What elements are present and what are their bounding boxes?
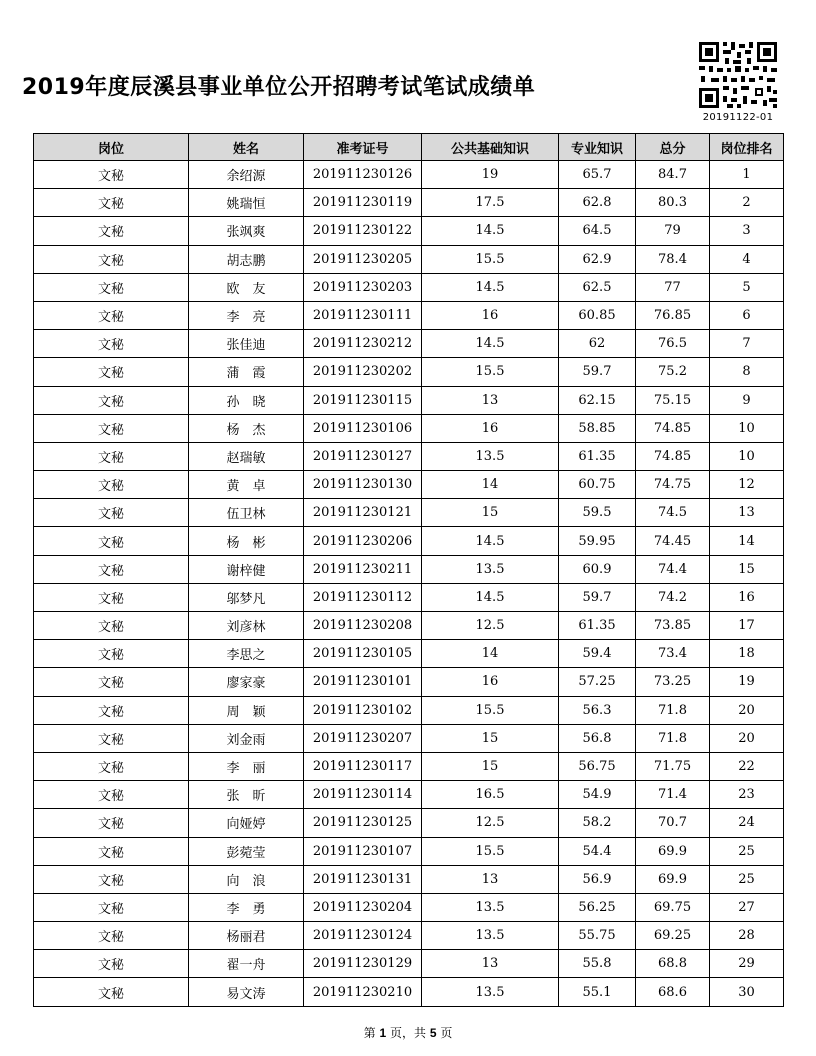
cell-rank: 24 [710, 809, 784, 837]
cell-public-score: 19 [422, 161, 559, 189]
cell-professional-score: 56.9 [559, 865, 636, 893]
table-row [34, 358, 784, 386]
cell-total-score: 71.75 [636, 752, 710, 780]
cell-name: 蒲 霞 [189, 358, 304, 386]
cell-professional-score: 59.95 [559, 527, 636, 555]
table-row [34, 978, 784, 1006]
cell-exam-id: 201911230117 [304, 752, 422, 780]
cell-professional-score: 56.3 [559, 696, 636, 724]
cell-rank: 22 [710, 752, 784, 780]
table-row [34, 612, 784, 640]
cell-rank: 18 [710, 640, 784, 668]
cell-position: 文秘 [34, 217, 189, 245]
cell-public-score: 13 [422, 865, 559, 893]
cell-name: 杨 杰 [189, 414, 304, 442]
cell-rank: 20 [710, 696, 784, 724]
cell-position: 文秘 [34, 781, 189, 809]
cell-total-score: 68.8 [636, 950, 710, 978]
cell-rank: 4 [710, 245, 784, 273]
cell-total-score: 74.75 [636, 471, 710, 499]
table-row [34, 330, 784, 358]
table-header-row [34, 134, 784, 161]
cell-name: 向 浪 [189, 865, 304, 893]
cell-name: 欧 友 [189, 273, 304, 301]
cell-total-score: 74.45 [636, 527, 710, 555]
cell-exam-id: 201911230212 [304, 330, 422, 358]
cell-position: 文秘 [34, 414, 189, 442]
cell-exam-id: 201911230130 [304, 471, 422, 499]
cell-professional-score: 54.9 [559, 781, 636, 809]
cell-total-score: 79 [636, 217, 710, 245]
cell-professional-score: 62 [559, 330, 636, 358]
score-table [33, 133, 784, 1007]
cell-public-score: 15.5 [422, 358, 559, 386]
table-row [34, 161, 784, 189]
header-rank: 岗位排名 [710, 134, 784, 161]
table-row [34, 583, 784, 611]
table-row [34, 499, 784, 527]
cell-total-score: 74.4 [636, 555, 710, 583]
cell-rank: 19 [710, 668, 784, 696]
cell-exam-id: 201911230119 [304, 189, 422, 217]
cell-position: 文秘 [34, 640, 189, 668]
cell-position: 文秘 [34, 950, 189, 978]
cell-total-score: 71.4 [636, 781, 710, 809]
table-row [34, 414, 784, 442]
cell-exam-id: 201911230203 [304, 273, 422, 301]
cell-exam-id: 201911230111 [304, 301, 422, 329]
cell-position: 文秘 [34, 612, 189, 640]
cell-name: 赵瑞敏 [189, 442, 304, 470]
cell-exam-id: 201911230207 [304, 724, 422, 752]
cell-professional-score: 54.4 [559, 837, 636, 865]
cell-rank: 25 [710, 837, 784, 865]
header-name: 姓名 [189, 134, 304, 161]
cell-public-score: 13.5 [422, 555, 559, 583]
cell-public-score: 12.5 [422, 612, 559, 640]
cell-total-score: 68.6 [636, 978, 710, 1006]
cell-professional-score: 60.75 [559, 471, 636, 499]
cell-public-score: 13.5 [422, 893, 559, 921]
cell-total-score: 70.7 [636, 809, 710, 837]
cell-rank: 12 [710, 471, 784, 499]
header-total: 总分 [636, 134, 710, 161]
header-public-knowledge: 公共基础知识 [422, 134, 559, 161]
cell-name: 周 颖 [189, 696, 304, 724]
cell-total-score: 74.5 [636, 499, 710, 527]
cell-exam-id: 201911230206 [304, 527, 422, 555]
cell-rank: 29 [710, 950, 784, 978]
cell-rank: 5 [710, 273, 784, 301]
cell-position: 文秘 [34, 583, 189, 611]
cell-public-score: 14.5 [422, 527, 559, 555]
cell-name: 黄 卓 [189, 471, 304, 499]
table-row [34, 922, 784, 950]
cell-position: 文秘 [34, 922, 189, 950]
cell-position: 文秘 [34, 527, 189, 555]
cell-exam-id: 201911230131 [304, 865, 422, 893]
footer-page-number: 1 [379, 1026, 387, 1040]
cell-position: 文秘 [34, 555, 189, 583]
header-exam-id: 准考证号 [304, 134, 422, 161]
table-row [34, 893, 784, 921]
cell-public-score: 16 [422, 414, 559, 442]
cell-total-score: 76.85 [636, 301, 710, 329]
cell-total-score: 73.85 [636, 612, 710, 640]
cell-position: 文秘 [34, 499, 189, 527]
cell-exam-id: 201911230129 [304, 950, 422, 978]
cell-position: 文秘 [34, 330, 189, 358]
table-row [34, 752, 784, 780]
cell-total-score: 74.2 [636, 583, 710, 611]
cell-public-score: 13.5 [422, 922, 559, 950]
cell-public-score: 14 [422, 640, 559, 668]
cell-position: 文秘 [34, 752, 189, 780]
qr-code-label: 20191122-01 [702, 112, 774, 123]
cell-total-score: 84.7 [636, 161, 710, 189]
cell-total-score: 75.2 [636, 358, 710, 386]
cell-position: 文秘 [34, 668, 189, 696]
cell-rank: 8 [710, 358, 784, 386]
cell-rank: 30 [710, 978, 784, 1006]
cell-position: 文秘 [34, 837, 189, 865]
cell-name: 李 丽 [189, 752, 304, 780]
cell-total-score: 75.15 [636, 386, 710, 414]
cell-professional-score: 62.8 [559, 189, 636, 217]
table-row [34, 189, 784, 217]
table-row [34, 724, 784, 752]
cell-exam-id: 201911230126 [304, 161, 422, 189]
cell-rank: 6 [710, 301, 784, 329]
cell-total-score: 69.25 [636, 922, 710, 950]
cell-rank: 23 [710, 781, 784, 809]
cell-name: 翟一舟 [189, 950, 304, 978]
cell-professional-score: 55.8 [559, 950, 636, 978]
cell-public-score: 15 [422, 499, 559, 527]
footer-prefix: 第 [363, 1026, 376, 1040]
cell-name: 张佳迪 [189, 330, 304, 358]
cell-total-score: 76.5 [636, 330, 710, 358]
cell-total-score: 74.85 [636, 414, 710, 442]
cell-rank: 2 [710, 189, 784, 217]
cell-position: 文秘 [34, 301, 189, 329]
cell-professional-score: 61.35 [559, 442, 636, 470]
cell-name: 刘金雨 [189, 724, 304, 752]
cell-name: 刘彦林 [189, 612, 304, 640]
cell-professional-score: 58.2 [559, 809, 636, 837]
cell-professional-score: 62.15 [559, 386, 636, 414]
cell-exam-id: 201911230204 [304, 893, 422, 921]
cell-professional-score: 55.75 [559, 922, 636, 950]
cell-professional-score: 61.35 [559, 612, 636, 640]
cell-total-score: 78.4 [636, 245, 710, 273]
cell-rank: 10 [710, 414, 784, 442]
cell-public-score: 15.5 [422, 245, 559, 273]
cell-position: 文秘 [34, 189, 189, 217]
page-footer [0, 1024, 816, 1041]
cell-name: 彭菀莹 [189, 837, 304, 865]
table-row [34, 273, 784, 301]
table-row [34, 781, 784, 809]
cell-position: 文秘 [34, 245, 189, 273]
cell-rank: 16 [710, 583, 784, 611]
cell-public-score: 13 [422, 386, 559, 414]
cell-exam-id: 201911230112 [304, 583, 422, 611]
cell-professional-score: 59.7 [559, 358, 636, 386]
cell-exam-id: 201911230121 [304, 499, 422, 527]
cell-exam-id: 201911230208 [304, 612, 422, 640]
cell-professional-score: 57.25 [559, 668, 636, 696]
cell-public-score: 16 [422, 668, 559, 696]
cell-public-score: 15.5 [422, 837, 559, 865]
cell-name: 廖家豪 [189, 668, 304, 696]
cell-exam-id: 201911230122 [304, 217, 422, 245]
cell-total-score: 77 [636, 273, 710, 301]
cell-position: 文秘 [34, 809, 189, 837]
header-professional-knowledge: 专业知识 [559, 134, 636, 161]
cell-name: 谢梓健 [189, 555, 304, 583]
cell-rank: 9 [710, 386, 784, 414]
cell-total-score: 73.4 [636, 640, 710, 668]
cell-exam-id: 201911230205 [304, 245, 422, 273]
cell-name: 杨丽君 [189, 922, 304, 950]
cell-position: 文秘 [34, 696, 189, 724]
cell-public-score: 14.5 [422, 273, 559, 301]
cell-exam-id: 201911230102 [304, 696, 422, 724]
cell-rank: 13 [710, 499, 784, 527]
cell-exam-id: 201911230211 [304, 555, 422, 583]
cell-position: 文秘 [34, 161, 189, 189]
cell-name: 伍卫林 [189, 499, 304, 527]
cell-exam-id: 201911230107 [304, 837, 422, 865]
cell-public-score: 14.5 [422, 330, 559, 358]
cell-name: 易文涛 [189, 978, 304, 1006]
cell-rank: 10 [710, 442, 784, 470]
cell-position: 文秘 [34, 893, 189, 921]
cell-public-score: 14 [422, 471, 559, 499]
table-row [34, 809, 784, 837]
table-row [34, 555, 784, 583]
cell-position: 文秘 [34, 386, 189, 414]
cell-name: 邬梦凡 [189, 583, 304, 611]
cell-position: 文秘 [34, 358, 189, 386]
cell-professional-score: 62.5 [559, 273, 636, 301]
cell-exam-id: 201911230106 [304, 414, 422, 442]
cell-exam-id: 201911230115 [304, 386, 422, 414]
cell-position: 文秘 [34, 442, 189, 470]
cell-name: 杨 彬 [189, 527, 304, 555]
cell-public-score: 14.5 [422, 583, 559, 611]
cell-public-score: 13.5 [422, 442, 559, 470]
cell-public-score: 16 [422, 301, 559, 329]
cell-professional-score: 56.75 [559, 752, 636, 780]
cell-name: 李思之 [189, 640, 304, 668]
table-row [34, 386, 784, 414]
cell-public-score: 15.5 [422, 696, 559, 724]
table-row [34, 950, 784, 978]
cell-exam-id: 201911230114 [304, 781, 422, 809]
cell-exam-id: 201911230210 [304, 978, 422, 1006]
table-row [34, 301, 784, 329]
cell-total-score: 69.9 [636, 865, 710, 893]
table-row [34, 245, 784, 273]
cell-rank: 20 [710, 724, 784, 752]
cell-rank: 17 [710, 612, 784, 640]
cell-total-score: 71.8 [636, 724, 710, 752]
cell-name: 向娅婷 [189, 809, 304, 837]
footer-middle: 页，共 [389, 1026, 426, 1040]
cell-public-score: 15 [422, 724, 559, 752]
cell-rank: 7 [710, 330, 784, 358]
footer-suffix: 页 [440, 1026, 453, 1040]
footer-total-pages: 5 [429, 1026, 437, 1040]
cell-rank: 1 [710, 161, 784, 189]
cell-name: 胡志鹏 [189, 245, 304, 273]
table-row [34, 640, 784, 668]
table-row [34, 527, 784, 555]
cell-public-score: 15 [422, 752, 559, 780]
cell-professional-score: 64.5 [559, 217, 636, 245]
cell-position: 文秘 [34, 724, 189, 752]
cell-total-score: 73.25 [636, 668, 710, 696]
table-row [34, 837, 784, 865]
qr-code-block [693, 40, 783, 123]
cell-name: 姚瑞恒 [189, 189, 304, 217]
cell-position: 文秘 [34, 865, 189, 893]
cell-public-score: 13 [422, 950, 559, 978]
document-title: 2019年度辰溪县事业单位公开招聘考试笔试成绩单 [22, 75, 536, 100]
cell-total-score: 80.3 [636, 189, 710, 217]
cell-exam-id: 201911230124 [304, 922, 422, 950]
cell-professional-score: 60.85 [559, 301, 636, 329]
cell-exam-id: 201911230101 [304, 668, 422, 696]
cell-position: 文秘 [34, 273, 189, 301]
cell-name: 孙 晓 [189, 386, 304, 414]
cell-public-score: 14.5 [422, 217, 559, 245]
cell-exam-id: 201911230202 [304, 358, 422, 386]
cell-public-score: 13.5 [422, 978, 559, 1006]
cell-rank: 3 [710, 217, 784, 245]
cell-name: 张 昕 [189, 781, 304, 809]
cell-professional-score: 55.1 [559, 978, 636, 1006]
cell-name: 李 勇 [189, 893, 304, 921]
cell-rank: 27 [710, 893, 784, 921]
qr-code-icon [697, 40, 779, 110]
cell-professional-score: 62.9 [559, 245, 636, 273]
table-row [34, 217, 784, 245]
cell-rank: 28 [710, 922, 784, 950]
cell-total-score: 74.85 [636, 442, 710, 470]
cell-professional-score: 60.9 [559, 555, 636, 583]
cell-rank: 14 [710, 527, 784, 555]
cell-total-score: 69.75 [636, 893, 710, 921]
cell-public-score: 12.5 [422, 809, 559, 837]
cell-name: 余绍源 [189, 161, 304, 189]
cell-rank: 15 [710, 555, 784, 583]
cell-professional-score: 65.7 [559, 161, 636, 189]
cell-position: 文秘 [34, 471, 189, 499]
table-row [34, 442, 784, 470]
cell-rank: 25 [710, 865, 784, 893]
cell-exam-id: 201911230127 [304, 442, 422, 470]
cell-professional-score: 58.85 [559, 414, 636, 442]
cell-professional-score: 56.25 [559, 893, 636, 921]
cell-professional-score: 59.7 [559, 583, 636, 611]
cell-total-score: 71.8 [636, 696, 710, 724]
cell-professional-score: 59.4 [559, 640, 636, 668]
header-position: 岗位 [34, 134, 189, 161]
cell-name: 李 亮 [189, 301, 304, 329]
cell-position: 文秘 [34, 978, 189, 1006]
cell-exam-id: 201911230125 [304, 809, 422, 837]
table-row [34, 696, 784, 724]
table-row [34, 865, 784, 893]
cell-professional-score: 59.5 [559, 499, 636, 527]
cell-professional-score: 56.8 [559, 724, 636, 752]
cell-total-score: 69.9 [636, 837, 710, 865]
cell-name: 张飒爽 [189, 217, 304, 245]
cell-public-score: 17.5 [422, 189, 559, 217]
table-row [34, 668, 784, 696]
cell-exam-id: 201911230105 [304, 640, 422, 668]
cell-public-score: 16.5 [422, 781, 559, 809]
table-row [34, 471, 784, 499]
